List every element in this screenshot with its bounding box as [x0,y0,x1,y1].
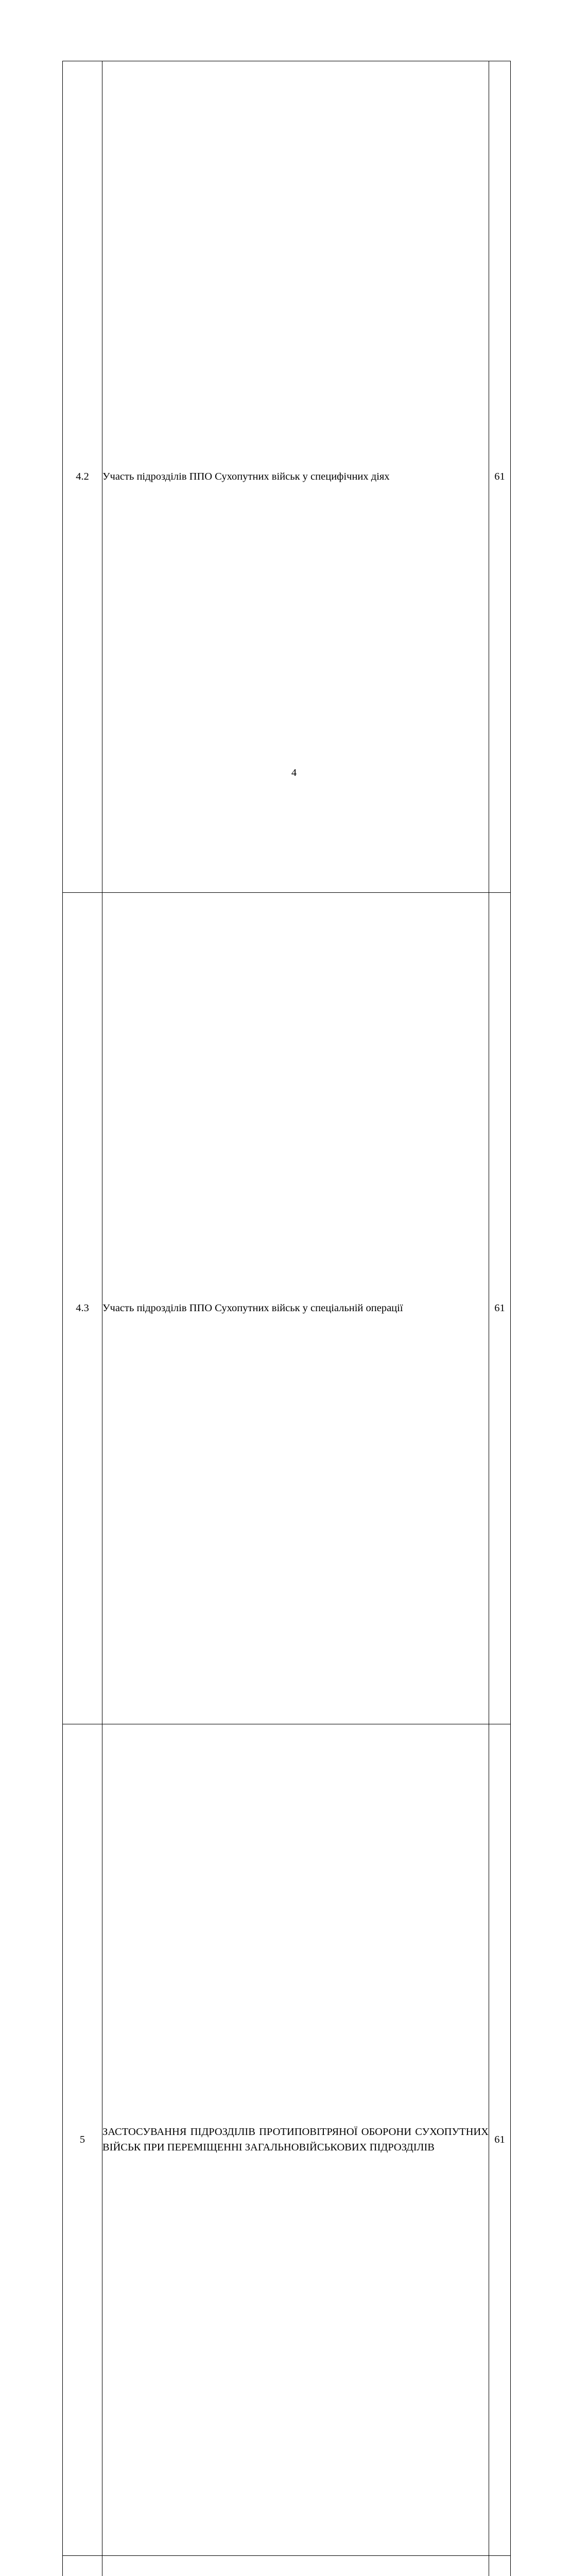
table-row[interactable] [63,893,511,1724]
toc-body [63,61,511,2576]
table-row[interactable] [63,1724,511,2556]
table-row[interactable] [63,2556,511,2576]
toc-entry-title: Участь підрозділів ППО Сухопутних військ у специфічних діях [102,61,489,893]
toc-entry-number: 4.2 [63,61,102,893]
toc-entry-number: 4.3 [63,893,102,1724]
toc-entry-title: ЗАСТОСУВАННЯ ПІДРОЗДІЛІВ ПРОТИПОВІТРЯНОЇ ОБОРОНИ СУХОПУТНИХ ВІЙСЬК ПРИ ПЕРЕМІЩЕННІ ЗАГАЛЬНОВІЙСЬКОВИХ ПІДРОЗДІЛІВ [102,1724,489,2556]
toc-entry-number: 5 [63,1724,102,2556]
toc-entry-page-number: 61 [489,61,511,893]
toc-entry-page-number [489,2556,511,2576]
toc-entry-page-number: 61 [489,893,511,1724]
toc-entry-number [63,2556,102,2576]
document-page [0,0,588,832]
table-of-contents [62,61,510,2576]
toc-entry-page-number: 61 [489,1724,511,2556]
page-number-footer: 4 [0,767,588,779]
toc-table [62,61,511,2576]
toc-entry-title [102,2556,489,2576]
toc-entry-title: Участь підрозділів ППО Сухопутних військ у спеціальній операції [102,893,489,1724]
